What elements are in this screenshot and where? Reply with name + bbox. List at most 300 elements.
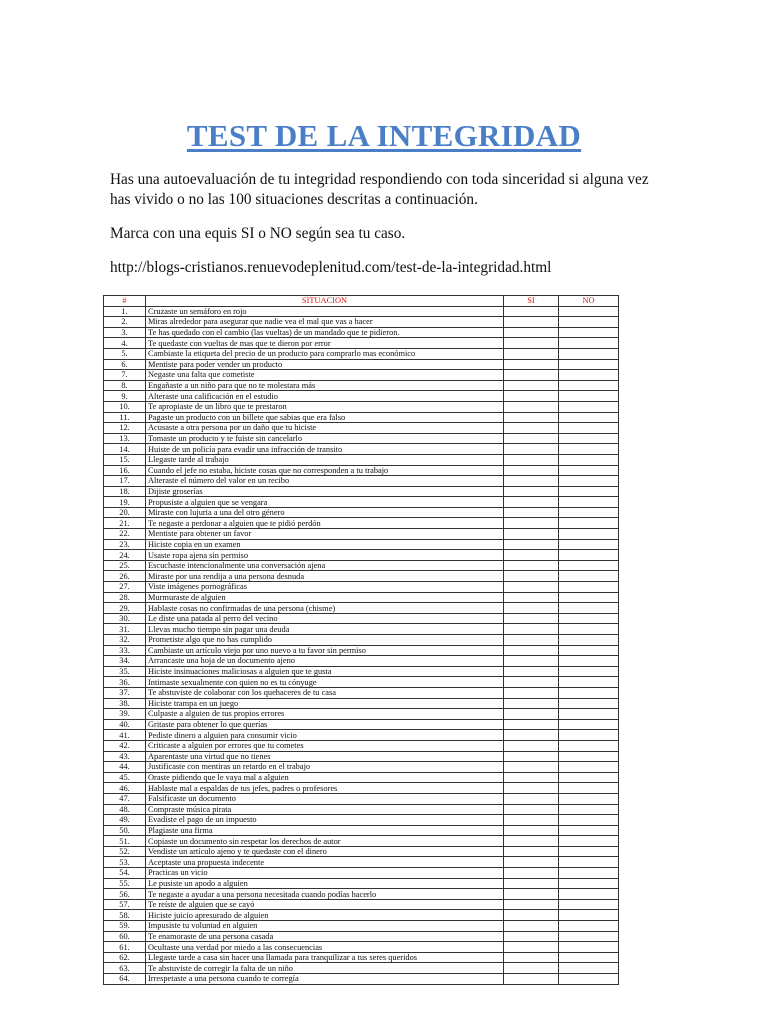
table-row [104, 306, 619, 317]
si-answer-cell[interactable] [504, 709, 559, 720]
row-situation: Culpaste a alguien de tus propios errores [146, 709, 504, 720]
table-row [104, 401, 619, 412]
no-answer-cell[interactable] [559, 348, 619, 359]
row-number: 20. [104, 507, 146, 518]
row-number: 39. [104, 709, 146, 720]
si-answer-cell[interactable] [504, 698, 559, 709]
no-answer-cell[interactable] [559, 391, 619, 402]
row-number: 48. [104, 804, 146, 815]
table-row [104, 359, 619, 370]
row-number: 16. [104, 465, 146, 476]
si-answer-cell[interactable] [504, 529, 559, 540]
row-number: 21. [104, 518, 146, 529]
si-answer-cell[interactable] [504, 423, 559, 434]
row-situation: Gritaste para obtener lo que querías [146, 719, 504, 730]
no-answer-cell[interactable] [559, 974, 619, 985]
si-answer-cell[interactable] [504, 412, 559, 423]
table-row [104, 571, 619, 582]
row-situation: Mentiste para poder vender un producto [146, 359, 504, 370]
table-row [104, 836, 619, 847]
row-number: 24. [104, 550, 146, 561]
table-header-row [104, 296, 619, 307]
no-answer-cell[interactable] [559, 899, 619, 910]
row-number: 12. [104, 423, 146, 434]
si-answer-cell[interactable] [504, 910, 559, 921]
row-number: 45. [104, 772, 146, 783]
row-number: 51. [104, 836, 146, 847]
row-number: 57. [104, 899, 146, 910]
no-answer-cell[interactable] [559, 740, 619, 751]
si-answer-cell[interactable] [504, 582, 559, 593]
table-row [104, 677, 619, 688]
table-row [104, 878, 619, 889]
no-answer-cell[interactable] [559, 910, 619, 921]
table-row [104, 497, 619, 508]
row-number: 15. [104, 454, 146, 465]
si-answer-cell[interactable] [504, 338, 559, 349]
row-situation: Criticaste a alguien por errores que tu cometes [146, 740, 504, 751]
row-number: 31. [104, 624, 146, 635]
row-number: 53. [104, 857, 146, 868]
table-row [104, 740, 619, 751]
no-answer-cell[interactable] [559, 666, 619, 677]
si-answer-cell[interactable] [504, 762, 559, 773]
table-row [104, 868, 619, 879]
table-row [104, 550, 619, 561]
row-number: 17. [104, 476, 146, 487]
row-situation: Impusiste tu voluntad en alguien [146, 921, 504, 932]
si-answer-cell[interactable] [504, 486, 559, 497]
row-number: 52. [104, 846, 146, 857]
no-answer-cell[interactable] [559, 762, 619, 773]
row-situation: Miraste por una rendija a una persona desnuda [146, 571, 504, 582]
row-situation: Acusaste a otra persona por un daño que tu hiciste [146, 423, 504, 434]
row-number: 49. [104, 815, 146, 826]
si-answer-cell[interactable] [504, 719, 559, 730]
si-answer-cell[interactable] [504, 359, 559, 370]
si-answer-cell[interactable] [504, 401, 559, 412]
row-number: 60. [104, 931, 146, 942]
table-row [104, 476, 619, 487]
no-answer-cell[interactable] [559, 677, 619, 688]
row-situation: Hiciste trampa en un juego [146, 698, 504, 709]
no-answer-cell[interactable] [559, 804, 619, 815]
table-row [104, 772, 619, 783]
row-number: 56. [104, 889, 146, 900]
table-row [104, 974, 619, 985]
no-answer-cell[interactable] [559, 539, 619, 550]
si-answer-cell[interactable] [504, 476, 559, 487]
row-situation: Oraste pidiendo que le vaya mal a alguien [146, 772, 504, 783]
no-answer-cell[interactable] [559, 582, 619, 593]
si-answer-cell[interactable] [504, 666, 559, 677]
table-row [104, 762, 619, 773]
si-answer-cell[interactable] [504, 454, 559, 465]
table-row [104, 539, 619, 550]
no-answer-cell[interactable] [559, 815, 619, 826]
row-number: 32. [104, 635, 146, 646]
row-number: 42. [104, 740, 146, 751]
row-situation: Te abstuviste de corregir la falta de un niño [146, 963, 504, 974]
table-row [104, 391, 619, 402]
table-row [104, 635, 619, 646]
row-number: 1. [104, 306, 146, 317]
no-answer-cell[interactable] [559, 603, 619, 614]
row-number: 64. [104, 974, 146, 985]
no-answer-cell[interactable] [559, 730, 619, 741]
no-answer-cell[interactable] [559, 529, 619, 540]
row-situation: Plagiaste una firma [146, 825, 504, 836]
no-answer-cell[interactable] [559, 592, 619, 603]
row-number: 40. [104, 719, 146, 730]
si-answer-cell[interactable] [504, 974, 559, 985]
row-number: 28. [104, 592, 146, 603]
row-situation: Aparentaste una virtud que no tienes [146, 751, 504, 762]
row-situation: Aceptaste una propuesta indecente [146, 857, 504, 868]
header-number: # [104, 296, 146, 307]
row-number: 37. [104, 687, 146, 698]
row-situation: Evadiste el pago de un impuesto [146, 815, 504, 826]
row-number: 2. [104, 317, 146, 328]
si-answer-cell[interactable] [504, 751, 559, 762]
table-row [104, 592, 619, 603]
row-situation: Te quedaste con vueltas de mas que te dieron por error [146, 338, 504, 349]
row-number: 33. [104, 645, 146, 656]
no-answer-cell[interactable] [559, 401, 619, 412]
si-answer-cell[interactable] [504, 571, 559, 582]
no-answer-cell[interactable] [559, 846, 619, 857]
table-body [104, 306, 619, 984]
no-answer-cell[interactable] [559, 825, 619, 836]
row-number: 22. [104, 529, 146, 540]
row-situation: Ocultaste una verdad por miedo a las consecuencias [146, 942, 504, 953]
row-number: 41. [104, 730, 146, 741]
row-number: 36. [104, 677, 146, 688]
row-number: 10. [104, 401, 146, 412]
si-answer-cell[interactable] [504, 624, 559, 635]
row-situation: Te negaste a perdonar a alguien que te pidió perdón [146, 518, 504, 529]
si-answer-cell[interactable] [504, 317, 559, 328]
header-no: NO [559, 296, 619, 307]
no-answer-cell[interactable] [559, 635, 619, 646]
row-situation: Pagaste un producto con un billete que sabias que era falso [146, 412, 504, 423]
row-number: 19. [104, 497, 146, 508]
si-answer-cell[interactable] [504, 825, 559, 836]
no-answer-cell[interactable] [559, 327, 619, 338]
table-row [104, 815, 619, 826]
si-answer-cell[interactable] [504, 952, 559, 963]
table-row [104, 560, 619, 571]
table-row [104, 327, 619, 338]
row-number: 58. [104, 910, 146, 921]
si-answer-cell[interactable] [504, 507, 559, 518]
si-answer-cell[interactable] [504, 433, 559, 444]
si-answer-cell[interactable] [504, 592, 559, 603]
table-row [104, 433, 619, 444]
integrity-test-table [103, 295, 619, 985]
si-answer-cell[interactable] [504, 815, 559, 826]
table-row [104, 709, 619, 720]
row-situation: Propusiste a alguien que se vengara [146, 497, 504, 508]
no-answer-cell[interactable] [559, 857, 619, 868]
row-situation: Le diste una patada al perro del vecino [146, 613, 504, 624]
si-answer-cell[interactable] [504, 868, 559, 879]
si-answer-cell[interactable] [504, 518, 559, 529]
si-answer-cell[interactable] [504, 878, 559, 889]
row-number: 34. [104, 656, 146, 667]
si-answer-cell[interactable] [504, 560, 559, 571]
table-row [104, 518, 619, 529]
table-row [104, 624, 619, 635]
table-row [104, 444, 619, 455]
row-number: 54. [104, 868, 146, 879]
row-situation: Dijiste groserías [146, 486, 504, 497]
row-number: 63. [104, 963, 146, 974]
row-situation: Mentiste para obtener un favor [146, 529, 504, 540]
no-answer-cell[interactable] [559, 454, 619, 465]
si-answer-cell[interactable] [504, 783, 559, 794]
no-answer-cell[interactable] [559, 571, 619, 582]
table-row [104, 338, 619, 349]
row-situation: Hiciste juicio apresurado de alguien [146, 910, 504, 921]
no-answer-cell[interactable] [559, 317, 619, 328]
no-answer-cell[interactable] [559, 836, 619, 847]
no-answer-cell[interactable] [559, 868, 619, 879]
row-situation: Te apropiaste de un libro que te prestaron [146, 401, 504, 412]
si-answer-cell[interactable] [504, 635, 559, 646]
no-answer-cell[interactable] [559, 550, 619, 561]
si-answer-cell[interactable] [504, 380, 559, 391]
si-answer-cell[interactable] [504, 444, 559, 455]
si-answer-cell[interactable] [504, 391, 559, 402]
si-answer-cell[interactable] [504, 348, 559, 359]
no-answer-cell[interactable] [559, 433, 619, 444]
no-answer-cell[interactable] [559, 952, 619, 963]
no-answer-cell[interactable] [559, 709, 619, 720]
row-number: 9. [104, 391, 146, 402]
row-situation: Te abstuviste de colaborar con los quehaceres de tu casa [146, 687, 504, 698]
no-answer-cell[interactable] [559, 878, 619, 889]
row-situation: Te reíste de alguien que se cayó [146, 899, 504, 910]
si-answer-cell[interactable] [504, 931, 559, 942]
table-row [104, 846, 619, 857]
row-number: 23. [104, 539, 146, 550]
no-answer-cell[interactable] [559, 772, 619, 783]
no-answer-cell[interactable] [559, 380, 619, 391]
si-answer-cell[interactable] [504, 793, 559, 804]
si-answer-cell[interactable] [504, 836, 559, 847]
si-answer-cell[interactable] [504, 550, 559, 561]
table-row [104, 952, 619, 963]
si-answer-cell[interactable] [504, 889, 559, 900]
row-situation: Engañaste a un niño para que no te molestara más [146, 380, 504, 391]
si-answer-cell[interactable] [504, 645, 559, 656]
row-number: 29. [104, 603, 146, 614]
row-number: 61. [104, 942, 146, 953]
no-answer-cell[interactable] [559, 719, 619, 730]
si-answer-cell[interactable] [504, 942, 559, 953]
no-answer-cell[interactable] [559, 942, 619, 953]
row-situation: Irrespetaste a una persona cuando te corregía [146, 974, 504, 985]
no-answer-cell[interactable] [559, 889, 619, 900]
no-answer-cell[interactable] [559, 465, 619, 476]
no-answer-cell[interactable] [559, 624, 619, 635]
si-answer-cell[interactable] [504, 539, 559, 550]
row-number: 5. [104, 348, 146, 359]
table-row [104, 454, 619, 465]
row-situation: Vendiste un artículo ajeno y te quedaste con el dinero [146, 846, 504, 857]
row-situation: Te has quedado con el cambio (las vueltas) de un mandado que te pidieron. [146, 327, 504, 338]
row-situation: Tomaste un producto y te fuiste sin cancelarlo [146, 433, 504, 444]
row-situation: Llegaste tarde al trabajo [146, 454, 504, 465]
row-number: 46. [104, 783, 146, 794]
table-row [104, 486, 619, 497]
row-number: 18. [104, 486, 146, 497]
no-answer-cell[interactable] [559, 444, 619, 455]
no-answer-cell[interactable] [559, 338, 619, 349]
si-answer-cell[interactable] [504, 740, 559, 751]
row-situation: Miraste con lujuria a una del otro género [146, 507, 504, 518]
table-row [104, 613, 619, 624]
si-answer-cell[interactable] [504, 846, 559, 857]
row-number: 8. [104, 380, 146, 391]
si-answer-cell[interactable] [504, 656, 559, 667]
si-answer-cell[interactable] [504, 497, 559, 508]
row-number: 14. [104, 444, 146, 455]
no-answer-cell[interactable] [559, 645, 619, 656]
no-answer-cell[interactable] [559, 497, 619, 508]
row-situation: Prometiste algo que no has cumplido [146, 635, 504, 646]
intro-text [110, 170, 670, 292]
si-answer-cell[interactable] [504, 306, 559, 317]
si-answer-cell[interactable] [504, 327, 559, 338]
table-row [104, 423, 619, 434]
no-answer-cell[interactable] [559, 476, 619, 487]
no-answer-cell[interactable] [559, 507, 619, 518]
table-row [104, 910, 619, 921]
row-number: 7. [104, 370, 146, 381]
table-row [104, 825, 619, 836]
no-answer-cell[interactable] [559, 560, 619, 571]
no-answer-cell[interactable] [559, 359, 619, 370]
table-row [104, 380, 619, 391]
row-number: 25. [104, 560, 146, 571]
si-answer-cell[interactable] [504, 921, 559, 932]
si-answer-cell[interactable] [504, 465, 559, 476]
row-situation: Hiciste copia en un examen [146, 539, 504, 550]
table-row [104, 529, 619, 540]
si-answer-cell[interactable] [504, 730, 559, 741]
no-answer-cell[interactable] [559, 921, 619, 932]
table-row [104, 942, 619, 953]
row-situation: Hiciste insinuaciones maliciosas a alguien que te gusta [146, 666, 504, 677]
row-situation: Le pusiste un apodo a alguien [146, 878, 504, 889]
si-answer-cell[interactable] [504, 613, 559, 624]
table-row [104, 412, 619, 423]
header-si: SI [504, 296, 559, 307]
no-answer-cell[interactable] [559, 931, 619, 942]
no-answer-cell[interactable] [559, 687, 619, 698]
no-answer-cell[interactable] [559, 486, 619, 497]
row-situation: Murmuraste de alguien [146, 592, 504, 603]
table-row [104, 889, 619, 900]
row-situation: Alteraste el número del valor en un recibo [146, 476, 504, 487]
table-row [104, 317, 619, 328]
no-answer-cell[interactable] [559, 306, 619, 317]
table-row [104, 698, 619, 709]
row-situation: Huiste de un policía para evadir una infracción de transito [146, 444, 504, 455]
row-situation: Hablaste cosas no confirmadas de una persona (chisme) [146, 603, 504, 614]
table-row [104, 751, 619, 762]
no-answer-cell[interactable] [559, 518, 619, 529]
si-answer-cell[interactable] [504, 603, 559, 614]
no-answer-cell[interactable] [559, 698, 619, 709]
table-row [104, 793, 619, 804]
row-number: 62. [104, 952, 146, 963]
si-answer-cell[interactable] [504, 857, 559, 868]
row-number: 11. [104, 412, 146, 423]
row-situation: Hablaste mal a espaldas de tus jefes, padres o profesores [146, 783, 504, 794]
no-answer-cell[interactable] [559, 751, 619, 762]
no-answer-cell[interactable] [559, 613, 619, 624]
row-situation: Te enamoraste de una persona casada [146, 931, 504, 942]
no-answer-cell[interactable] [559, 412, 619, 423]
si-answer-cell[interactable] [504, 772, 559, 783]
row-situation: Usaste ropa ajena sin permiso [146, 550, 504, 561]
no-answer-cell[interactable] [559, 370, 619, 381]
row-situation: Llevas mucho tiempo sin pagar una deuda [146, 624, 504, 635]
row-situation: Cambiaste la etiqueta del precio de un producto para comprarlo mas económico [146, 348, 504, 359]
row-number: 59. [104, 921, 146, 932]
si-answer-cell[interactable] [504, 687, 559, 698]
si-answer-cell[interactable] [504, 370, 559, 381]
row-number: 35. [104, 666, 146, 677]
no-answer-cell[interactable] [559, 793, 619, 804]
row-situation: Cambiaste un artículo viejo por uno nuevo a tu favor sin permiso [146, 645, 504, 656]
si-answer-cell[interactable] [504, 677, 559, 688]
table-row [104, 348, 619, 359]
si-answer-cell[interactable] [504, 899, 559, 910]
table-row [104, 963, 619, 974]
instructions-paragraph: Marca con una equis SI o NO según sea tu caso. [110, 225, 406, 242]
no-answer-cell[interactable] [559, 783, 619, 794]
row-number: 4. [104, 338, 146, 349]
row-number: 27. [104, 582, 146, 593]
row-number: 26. [104, 571, 146, 582]
table-row [104, 370, 619, 381]
si-answer-cell[interactable] [504, 963, 559, 974]
row-situation: Cuando el jefe no estaba, hiciste cosas que no corresponden a tu trabajo [146, 465, 504, 476]
table-row [104, 719, 619, 730]
row-situation: Justificaste con mentiras un retardo en el trabajo [146, 762, 504, 773]
row-number: 44. [104, 762, 146, 773]
table-row [104, 603, 619, 614]
table-row [104, 921, 619, 932]
table-row [104, 783, 619, 794]
no-answer-cell[interactable] [559, 656, 619, 667]
si-answer-cell[interactable] [504, 804, 559, 815]
row-number: 55. [104, 878, 146, 889]
table-row [104, 730, 619, 741]
row-number: 30. [104, 613, 146, 624]
row-number: 3. [104, 327, 146, 338]
row-situation: Negaste una falta que cometiste [146, 370, 504, 381]
no-answer-cell[interactable] [559, 423, 619, 434]
row-situation: Viste imágenes pornográficas [146, 582, 504, 593]
no-answer-cell[interactable] [559, 963, 619, 974]
table-row [104, 899, 619, 910]
table-row [104, 857, 619, 868]
